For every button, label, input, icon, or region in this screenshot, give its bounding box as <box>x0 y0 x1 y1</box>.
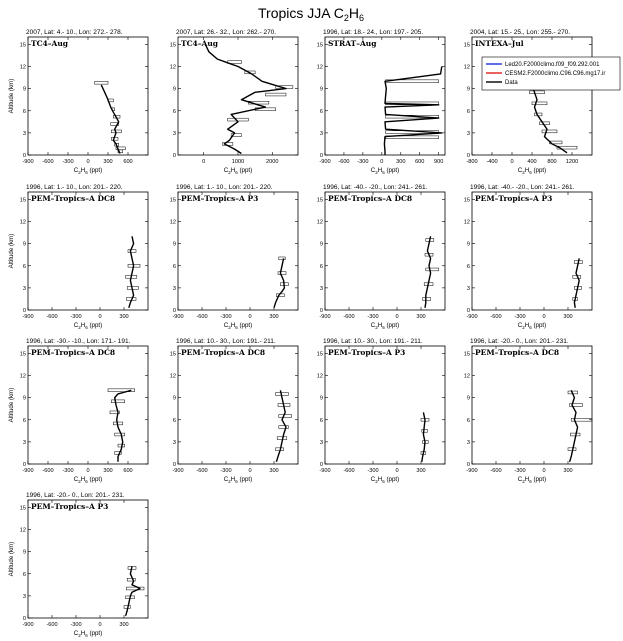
x-tick-label: -600 <box>42 468 54 474</box>
y-tick-label: 0 <box>319 153 323 159</box>
panel-3 <box>317 29 445 175</box>
panel-header: 1996, Lat: -20.- 0., Lon: 201.- 231. <box>26 492 125 499</box>
y-tick-label: 3 <box>466 130 470 137</box>
campaign-label: PEM–Tropics–A DC8 <box>31 348 116 357</box>
x-tick-label: 300 <box>269 314 279 320</box>
legend-label: Data <box>505 80 518 86</box>
panel-10 <box>170 338 298 484</box>
x-tick-label: 1200 <box>565 159 579 165</box>
panel-5 <box>8 184 148 330</box>
y-tick-label: 3 <box>172 439 176 446</box>
y-tick-label: 3 <box>172 130 176 137</box>
y-tick-label: 15 <box>316 42 323 49</box>
campaign-label: PEM–Tropics–A P3 <box>181 194 259 203</box>
data-line <box>570 390 578 462</box>
plot-frame <box>28 37 148 155</box>
x-tick-label: 0 <box>542 468 546 474</box>
x-axis-label: $C_2H_6$ (ppt) <box>517 167 547 175</box>
error-bar <box>126 587 144 590</box>
y-tick-label: 12 <box>19 373 26 380</box>
y-tick-label: 15 <box>463 351 470 358</box>
y-tick-label: 15 <box>169 197 176 204</box>
title-text: Tropics JJA C <box>258 5 344 21</box>
y-tick-label: 12 <box>463 219 470 226</box>
y-tick-label: 6 <box>319 108 323 115</box>
error-bar <box>532 102 547 105</box>
panel-header: 1996, Lat: 1.- 10., Lon: 201.- 220. <box>176 184 273 191</box>
x-axis-label: $C_2H_6$ (ppt) <box>223 476 253 484</box>
y-tick-label: 9 <box>319 395 323 402</box>
y-tick-label: 3 <box>22 593 26 600</box>
y-tick-label: 9 <box>22 86 26 93</box>
x-tick-label: 600 <box>415 159 425 165</box>
error-bar <box>115 433 125 436</box>
x-tick-label: 300 <box>563 468 573 474</box>
plot-frame <box>178 192 298 310</box>
x-tick-label: 300 <box>416 314 426 320</box>
x-tick-label: 800 <box>547 159 557 165</box>
y-tick-label: 6 <box>22 571 26 578</box>
y-tick-label: 9 <box>172 86 176 93</box>
x-tick-label: 300 <box>103 159 113 165</box>
x-axis-label: $C_2H_6$ (ppt) <box>370 476 400 484</box>
x-tick-label: 900 <box>434 159 444 165</box>
x-tick-label: -300 <box>62 468 74 474</box>
error-bar <box>278 272 286 275</box>
x-tick-label: -600 <box>196 314 208 320</box>
x-tick-label: -600 <box>46 622 58 628</box>
y-tick-label: 3 <box>22 439 26 446</box>
x-axis-label: $C_2H_6$ (ppt) <box>73 476 103 484</box>
y-tick-label: 9 <box>172 241 176 248</box>
data-line <box>115 390 132 462</box>
y-tick-label: 15 <box>463 197 470 204</box>
y-tick-label: 9 <box>319 241 323 248</box>
x-axis-label: $C_2H_6$ (ppt) <box>223 322 253 330</box>
x-tick-label: 300 <box>563 314 573 320</box>
x-tick-label: -300 <box>514 468 526 474</box>
x-tick-label: -400 <box>486 159 498 165</box>
x-tick-label: 300 <box>119 314 129 320</box>
x-tick-label: 0 <box>510 159 514 165</box>
y-tick-label: 12 <box>463 373 470 380</box>
campaign-label: TC4–Aug <box>31 39 69 48</box>
y-tick-label: 0 <box>319 308 323 314</box>
x-tick-label: -300 <box>367 468 379 474</box>
y-tick-label: 9 <box>466 86 470 93</box>
y-tick-label: 9 <box>172 395 176 402</box>
error-bar <box>530 91 545 94</box>
panel-header: 1996, Lat: 10.- 30., Lon: 191.- 211. <box>176 338 276 345</box>
x-tick-label: -900 <box>22 468 34 474</box>
x-tick-label: 300 <box>103 468 113 474</box>
x-tick-label: 0 <box>86 159 90 165</box>
x-tick-label: 300 <box>396 159 406 165</box>
x-tick-label: 300 <box>416 468 426 474</box>
y-tick-label: 12 <box>169 373 176 380</box>
x-tick-label: -300 <box>220 468 232 474</box>
panel-header: 1996, Lat: -40.- -20., Lon: 241.- 261. <box>323 184 428 191</box>
y-tick-label: 6 <box>22 263 26 270</box>
x-tick-label: -600 <box>46 314 58 320</box>
x-tick-label: -900 <box>22 314 34 320</box>
x-tick-label: -900 <box>466 468 478 474</box>
y-tick-label: 12 <box>463 64 470 71</box>
y-tick-label: 3 <box>466 439 470 446</box>
x-tick-label: -900 <box>319 159 331 165</box>
legend <box>482 57 620 90</box>
y-tick-label: 0 <box>172 153 176 159</box>
campaign-label: PEM–Tropics–A DC8 <box>328 194 413 203</box>
x-tick-label: 300 <box>269 468 279 474</box>
x-tick-label: -900 <box>466 314 478 320</box>
x-tick-label: 0 <box>248 314 252 320</box>
error-bar <box>279 426 289 429</box>
y-axis-label: Altitude (km) <box>8 233 15 269</box>
x-axis-label: $C_2H_6$ (ppt) <box>370 322 400 330</box>
x-axis-label: $C_2H_6$ (ppt) <box>517 476 547 484</box>
x-tick-label: 0 <box>98 622 102 628</box>
y-tick-label: 3 <box>319 439 323 446</box>
x-tick-label: 0 <box>98 314 102 320</box>
y-tick-label: 0 <box>172 462 176 468</box>
y-tick-label: 12 <box>316 219 323 226</box>
x-tick-label: 0 <box>395 314 399 320</box>
panel-header: 1996, Lat: -20.- 0., Lon: 201.- 231. <box>470 338 569 345</box>
panel-7 <box>317 184 445 330</box>
y-tick-label: 6 <box>172 263 176 270</box>
error-bar <box>111 400 124 403</box>
panel-header: 1996, Lat: -30.- -10., Lon: 171.- 191. <box>26 338 131 345</box>
x-tick-label: 0 <box>248 468 252 474</box>
plot-frame <box>178 346 298 464</box>
plot-frame <box>325 346 445 464</box>
y-tick-label: 12 <box>169 64 176 71</box>
x-tick-label: 600 <box>123 159 133 165</box>
campaign-label: PEM–Tropics–A P3 <box>475 194 553 203</box>
y-tick-label: 15 <box>463 42 470 49</box>
y-tick-label: 6 <box>172 108 176 115</box>
y-tick-label: 0 <box>22 308 26 314</box>
x-tick-label: -300 <box>367 314 379 320</box>
error-bar <box>542 130 557 133</box>
data-line <box>425 236 431 307</box>
y-tick-label: 6 <box>466 108 470 115</box>
x-tick-label: -300 <box>62 159 74 165</box>
title-text-end: H <box>348 5 359 21</box>
plot-frame <box>472 37 592 155</box>
plot-frame <box>28 346 148 464</box>
x-tick-label: -600 <box>196 468 208 474</box>
panel-9 <box>8 338 148 484</box>
campaign-label: PEM–Tropics–A P3 <box>328 348 406 357</box>
y-tick-label: 9 <box>22 395 26 402</box>
legend-label: CESM2.F2000climo.C96.C96.mg17.ir <box>505 71 606 77</box>
x-axis-label: $C_2H_6$ (ppt) <box>223 167 253 175</box>
x-tick-label: 600 <box>123 468 133 474</box>
x-axis-label: $C_2H_6$ (ppt) <box>73 167 103 175</box>
x-tick-label: 0 <box>202 159 206 165</box>
campaign-label: INTEXA–Jul <box>475 39 524 48</box>
x-tick-label: -800 <box>466 159 478 165</box>
x-tick-label: 0 <box>86 468 90 474</box>
panel-header: 1996, Lat: 1.- 10., Lon: 201.- 220. <box>26 184 123 191</box>
data-line <box>205 44 286 153</box>
x-tick-label: -300 <box>514 314 526 320</box>
plot-frame <box>472 192 592 310</box>
y-tick-label: 0 <box>466 462 470 468</box>
x-tick-label: -600 <box>343 468 355 474</box>
campaign-label: PEM–Tropics–A DC8 <box>181 348 266 357</box>
x-tick-label: -600 <box>42 159 54 165</box>
x-tick-label: 300 <box>119 622 129 628</box>
y-tick-label: 15 <box>19 42 26 49</box>
y-tick-label: 12 <box>169 219 176 226</box>
y-tick-label: 9 <box>466 241 470 248</box>
x-tick-label: -600 <box>490 468 502 474</box>
data-line <box>126 566 140 615</box>
y-tick-label: 12 <box>19 219 26 226</box>
data-line <box>129 236 134 307</box>
error-bar <box>279 257 285 260</box>
x-tick-label: -600 <box>338 159 350 165</box>
campaign-label: PEM–Tropics–A DC8 <box>475 348 560 357</box>
error-bar <box>423 298 431 301</box>
x-tick-label: 0 <box>542 314 546 320</box>
y-tick-label: 0 <box>319 462 323 468</box>
data-line <box>274 258 284 307</box>
y-tick-label: 9 <box>22 241 26 248</box>
y-tick-label: 6 <box>466 263 470 270</box>
y-tick-label: 0 <box>466 153 470 159</box>
y-tick-label: 3 <box>319 285 323 292</box>
y-tick-label: 9 <box>319 86 323 93</box>
error-bar <box>426 268 439 271</box>
x-tick-label: 2000 <box>266 159 279 165</box>
y-axis-label: Altitude (km) <box>8 541 15 577</box>
y-tick-label: 3 <box>466 285 470 292</box>
y-tick-label: 6 <box>466 417 470 424</box>
y-tick-label: 15 <box>19 197 26 204</box>
panel-header: 1996, Lat: 10.- 30., Lon: 191.- 211. <box>323 338 423 345</box>
error-bar <box>265 93 286 96</box>
title-sub: 2 <box>343 13 349 23</box>
x-tick-label: -900 <box>22 159 34 165</box>
x-tick-label: -600 <box>490 314 502 320</box>
x-tick-label: -900 <box>172 314 184 320</box>
x-tick-label: -300 <box>357 159 369 165</box>
x-tick-label: -300 <box>220 314 232 320</box>
y-tick-label: 15 <box>19 505 26 512</box>
campaign-label: PEM–Tropics–A P3 <box>31 502 109 511</box>
y-tick-label: 15 <box>316 197 323 204</box>
y-tick-label: 9 <box>22 549 26 556</box>
panel-8 <box>464 184 592 330</box>
y-tick-label: 6 <box>319 417 323 424</box>
panel-header: 1996, Lat: 18.- 24., Lon: 197.- 205. <box>323 29 424 36</box>
y-tick-label: 3 <box>22 285 26 292</box>
panel-13 <box>8 492 148 638</box>
x-tick-label: 0 <box>395 468 399 474</box>
y-tick-label: 6 <box>172 417 176 424</box>
campaign-label: TC4–Aug <box>181 39 219 48</box>
y-tick-label: 12 <box>316 373 323 380</box>
x-tick-label: -900 <box>319 468 331 474</box>
y-tick-label: 12 <box>19 64 26 71</box>
x-tick-label: -600 <box>343 314 355 320</box>
panel-header: 2007, Lat: 4.- 10., Lon: 272.- 278. <box>26 29 123 36</box>
y-tick-label: 3 <box>22 130 26 137</box>
y-tick-label: 3 <box>172 285 176 292</box>
y-axis-label: Altitude (km) <box>8 78 15 114</box>
y-tick-label: 3 <box>319 130 323 137</box>
campaign-label: PEM–Tropics–A DC8 <box>31 194 116 203</box>
panel-header: 1996, Lat: -40.- -20., Lon: 241.- 261. <box>470 184 575 191</box>
y-tick-label: 9 <box>466 395 470 402</box>
x-axis-label: $C_2H_6$ (ppt) <box>73 630 103 638</box>
x-tick-label: -300 <box>70 314 82 320</box>
x-tick-label: -300 <box>70 622 82 628</box>
panel-11 <box>317 338 445 484</box>
y-tick-label: 15 <box>169 351 176 358</box>
y-tick-label: 0 <box>22 462 26 468</box>
y-tick-label: 6 <box>319 263 323 270</box>
panels <box>8 29 592 638</box>
panel-header: 2007, Lat: 26.- 32., Lon: 262.- 270. <box>176 29 277 36</box>
x-axis-label: $C_2H_6$ (ppt) <box>370 167 400 175</box>
y-tick-label: 0 <box>22 616 26 622</box>
x-tick-label: 0 <box>380 159 384 165</box>
x-tick-label: -900 <box>319 314 331 320</box>
y-tick-label: 6 <box>22 108 26 115</box>
panel-2 <box>170 29 298 175</box>
y-tick-label: 0 <box>172 308 176 314</box>
panel-header: 2004, Lat: 15.- 25., Lon: 255.- 270. <box>470 29 571 36</box>
y-tick-label: 15 <box>169 42 176 49</box>
panel-6 <box>170 184 298 330</box>
y-tick-label: 12 <box>19 527 26 534</box>
legend-label: Led20.F2000climo.f09_f09.292.001 <box>505 62 600 68</box>
data-line <box>276 390 286 462</box>
y-tick-label: 6 <box>22 417 26 424</box>
y-tick-label: 15 <box>19 351 26 358</box>
y-axis-label: Altitude (km) <box>8 387 15 423</box>
y-tick-label: 15 <box>316 351 323 358</box>
x-axis-label: $C_2H_6$ (ppt) <box>73 322 103 330</box>
y-tick-label: 0 <box>22 153 26 159</box>
y-tick-label: 12 <box>316 64 323 71</box>
y-tick-label: 0 <box>466 308 470 314</box>
figure-title <box>258 5 364 23</box>
x-tick-label: 400 <box>527 159 537 165</box>
campaign-label: STRAT–Aug <box>328 39 377 48</box>
error-bar <box>95 81 108 84</box>
panel-4 <box>464 29 592 175</box>
x-tick-label: 1000 <box>231 159 245 165</box>
error-bar <box>279 415 292 418</box>
error-bar <box>128 250 136 253</box>
panel-1 <box>8 29 148 175</box>
panel-12 <box>464 338 592 484</box>
x-tick-label: -900 <box>22 622 34 628</box>
x-tick-label: -900 <box>172 468 184 474</box>
title-sub2: 6 <box>358 13 364 23</box>
error-bar <box>228 118 249 121</box>
x-axis-label: $C_2H_6$ (ppt) <box>517 322 547 330</box>
